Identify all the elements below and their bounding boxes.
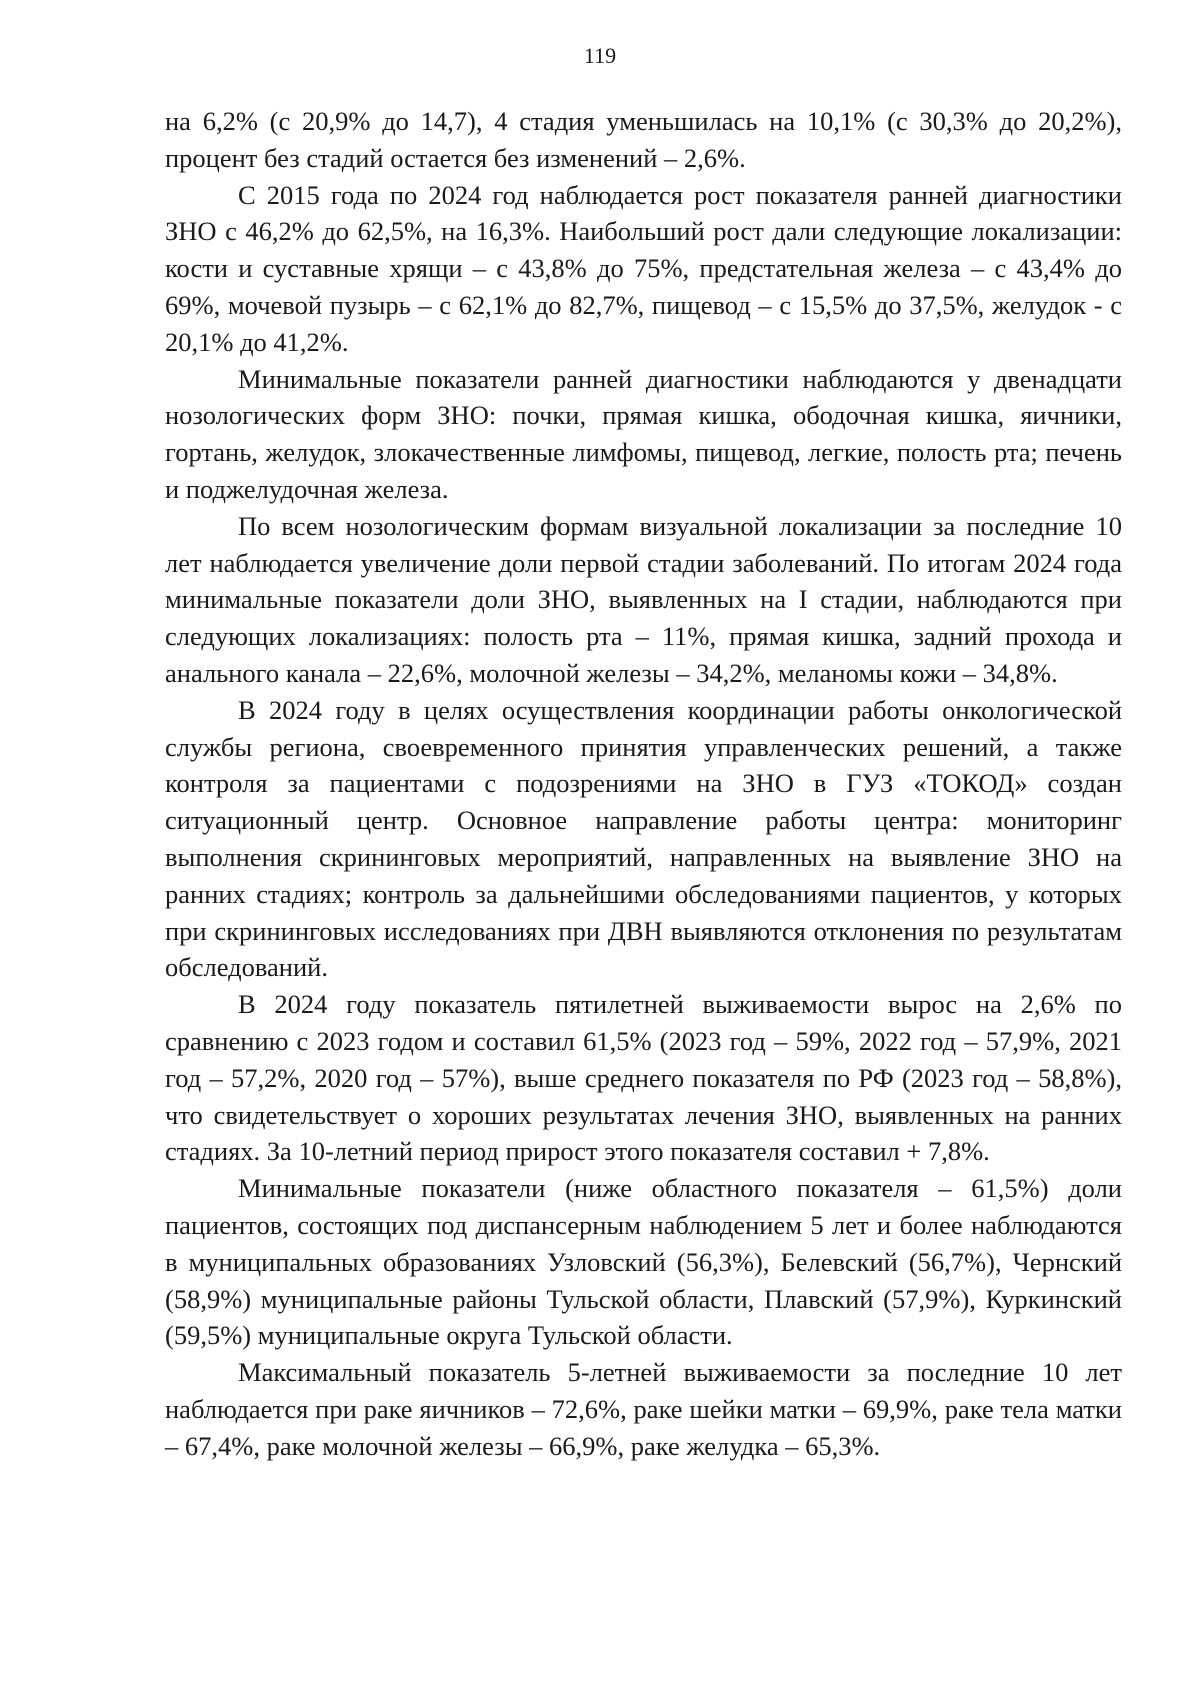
- paragraph-stage-dynamics: на 6,2% (с 20,9% до 14,7), 4 стадия уменьшилась на 10,1% (с 30,3% до 20,2%), процент без стадий остается без изменений – 2,6%.: [165, 106, 1122, 173]
- paragraph-early-diagnostics-growth: С 2015 года по 2024 год наблюдается рост показателя ранней диагностики ЗНО с 46,2% до 62,5%, на 16,3%. Наибольший рост дали следующие локализации: кости и суставные хрящи – с 43,8% до 75%, предстательная железа – с 43,4% до 69%, мочевой пузырь – с 62,1% до 82,7%, пищевод – с 15,5% до 37,5%, желудок - с 20,1% до 41,2%.: [165, 179, 1122, 357]
- paragraph-minimal-survival-districts: Минимальные показатели (ниже областного показателя – 61,5%) доли пациентов, состоящих под диспансерным наблюдением 5 лет и более наблюдаются в муниципальных образованиях Узловский (56,3%), Белевский (56,7%), Чернский (58,9%) муниципальные районы Тульской области, Плавский (57,9%), Куркинский (59,5%) муниципальные округа Тульской области.: [165, 1173, 1122, 1351]
- paragraph-five-year-survival: В 2024 году показатель пятилетней выживаемости вырос на 2,6% по сравнению с 2023 годом и составил 61,5% (2023 год – 59%, 2022 год – 57,9%, 2021 год – 57,2%, 2020 год – 57%), выше среднего показателя по РФ (2023 год – 58,8%), что свидетельствует о хороших результатах лечения ЗНО, выявленных на ранних стадиях. За 10-летний период прирост этого показателя составил + 7,8%.: [165, 989, 1122, 1167]
- paragraph-situation-center: В 2024 году в целях осуществления координации работы онкологической службы региона, своевременного принятия управленческих решений, а также контроля за пациентами с подозрениями на ЗНО в ГУЗ «ТОКОД» создан ситуационный центр. Основное направление работы центра: мониторинг выполнения скрининговых мероприятий, направленных на выявление ЗНО на ранних стадиях; контроль за дальнейшими обследованиями пациентов, у которых при скрининговых исследованиях при ДВН выявляются отклонения по результатам обследований.: [165, 694, 1122, 983]
- paragraph-minimal-early-diagnostics: Минимальные показатели ранней диагностики наблюдаются у двенадцати нозологических форм ЗНО: почки, прямая кишка, ободочная кишка, яичники, гортань, желудок, злокачественные лимфомы, пищевод, легкие, полость рта; печень и поджелудочная железа.: [165, 363, 1122, 504]
- paragraph-visual-localization: По всем нозологическим формам визуальной локализации за последние 10 лет наблюдается увеличение доли первой стадии заболеваний. По итогам 2024 года минимальные показатели доли ЗНО, выявленных на I стадии, наблюдаются при следующих локализациях: полость рта – 11%, прямая кишка, задний прохода и анального канала – 22,6%, молочной железы – 34,2%, меланомы кожи – 34,8%.: [165, 510, 1122, 688]
- paragraph-maximal-survival: Максимальный показатель 5-летней выживаемости за последние 10 лет наблюдается при раке яичников – 72,6%, раке шейки матки – 69,9%, раке тела матки – 67,4%, раке молочной железы – 66,9%, раке желудка – 65,3%.: [165, 1357, 1122, 1461]
- document-body: [165, 103, 1122, 1464]
- page-number: 119: [583, 43, 617, 68]
